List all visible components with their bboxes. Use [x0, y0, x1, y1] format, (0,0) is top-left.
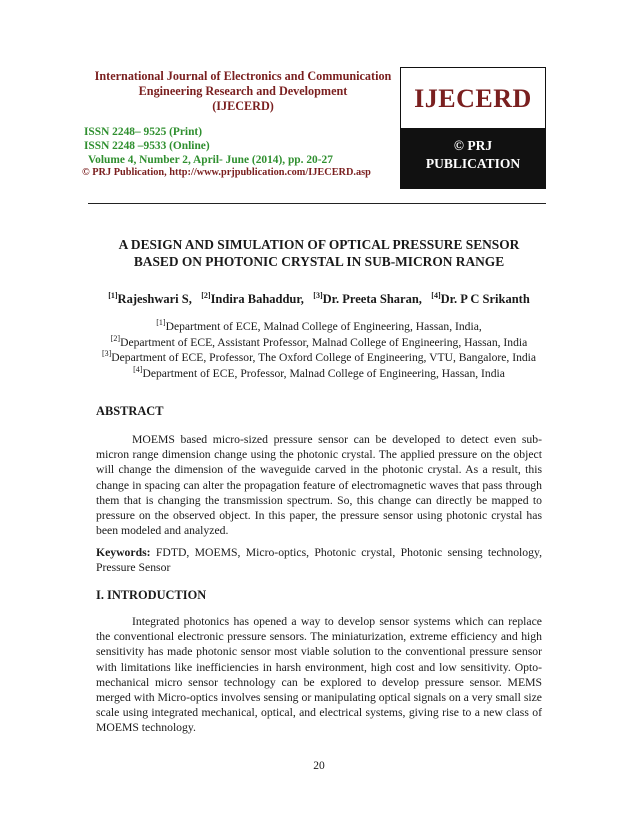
author-mark: [3] — [313, 290, 323, 300]
affiliation-text: Department of ECE, Malnad College of Engineering, Hassan, India, — [165, 320, 482, 333]
author-list — [60, 292, 578, 307]
publisher-badge-line1: © PRJ — [453, 138, 493, 153]
affiliation — [60, 366, 578, 382]
keywords-text: FDTD, MOEMS, Micro-optics, Photonic crystal, Photonic sensing technology, Pressure Sensor — [96, 546, 542, 575]
introduction-body: Integrated photonics has opened a way to develop sensor systems which can replace the conventional electronic pressure sensors. The miniaturization, extreme efficiency and high sensitivity has made photonic sensor most viable solution to the conventional pressure sensor with limitations like inefficiencies in harsh environment, high cost and low sensitivity. Opto-mechanical micro sensor technology can be explored to develop pressure sensor. MEMS merged with Micro-optics involves sensing or manipulating optical signals on a very small size scale using integrated mechanical, optical, and electrical systems, giving rise to a new class of MOEMS technology. — [96, 615, 542, 735]
journal-abbrev: (IJECERD) — [212, 99, 274, 113]
issn-online: ISSN 2248 –9533 (Online) — [84, 140, 210, 152]
author-mark: [4] — [431, 290, 441, 300]
affiliation-text: Department of ECE, Professor, The Oxford College of Engineering, VTU, Bangalore, India — [111, 351, 537, 364]
author-name: Dr. P C Srikanth — [440, 292, 530, 306]
affiliation-mark: [1] — [156, 318, 166, 328]
volume-info: Volume 4, Number 2, April- June (2014), pp. 20-27 — [88, 154, 333, 166]
paper-title-line1: A DESIGN AND SIMULATION OF OPTICAL PRESSURE SENSOR — [118, 237, 520, 252]
page-number: 20 — [313, 760, 325, 772]
introduction-heading: I. INTRODUCTION — [96, 588, 207, 602]
author-name: Dr. Preeta Sharan, — [322, 292, 422, 306]
affiliation-mark: [4] — [133, 364, 143, 374]
affiliation-mark: [2] — [110, 333, 121, 343]
affiliation-text: Department of ECE, Assistant Professor, Malnad College of Engineering, Hassan, India — [120, 335, 528, 349]
publisher-badge-line2: PUBLICATION — [425, 156, 521, 171]
abstract-heading: ABSTRACT — [96, 404, 164, 418]
author-name: Indira Bahaddur, — [210, 292, 304, 306]
author-mark: [2] — [201, 290, 211, 300]
author-mark: [1] — [108, 290, 118, 300]
paper-title-line2: BASED ON PHOTONIC CRYSTAL IN SUB-MICRON RANGE — [133, 254, 505, 269]
journal-logo-text: IJECERD — [414, 84, 532, 113]
affiliation — [60, 319, 578, 335]
publisher-line: © PRJ Publication, http://www.prjpublication.com/IJECERD.asp — [82, 167, 371, 178]
journal-name — [78, 69, 408, 114]
journal-name-line2: Engineering Research and Development — [138, 84, 348, 98]
affiliation-list — [60, 319, 578, 381]
journal-name-line1: International Journal of Electronics and Communication — [94, 69, 392, 83]
publisher-badge — [400, 129, 546, 189]
keywords-label: Keywords: — [96, 546, 151, 559]
affiliation — [60, 350, 578, 366]
journal-logo-box — [400, 67, 546, 129]
header-divider — [88, 203, 546, 204]
affiliation — [60, 335, 578, 351]
affiliation-mark: [3] — [101, 349, 112, 359]
affiliation-text: Department of ECE, Professor, Malnad College of Engineering, Hassan, India — [142, 366, 505, 380]
paper-title — [60, 236, 578, 270]
abstract-body: MOEMS based micro-sized pressure sensor can be developed to detect even sub-micron range dimension change using the photonic crystal. The applied pressure on the object will change the dimension of the waveguide carved in the photonic crystal. As a result, this change in spacing can alter the propagation feature of electromagnetic waves that pass through them that is changing the transmission spectrum. So, this change can directly be mapped to pressure on the observed object. In this paper, the pressure sensor using photonic crystal has been modeled and analyzed. — [96, 433, 542, 538]
author-name: Rajeshwari S, — [117, 292, 192, 306]
keywords — [96, 545, 542, 575]
issn-print: ISSN 2248– 9525 (Print) — [84, 126, 203, 138]
